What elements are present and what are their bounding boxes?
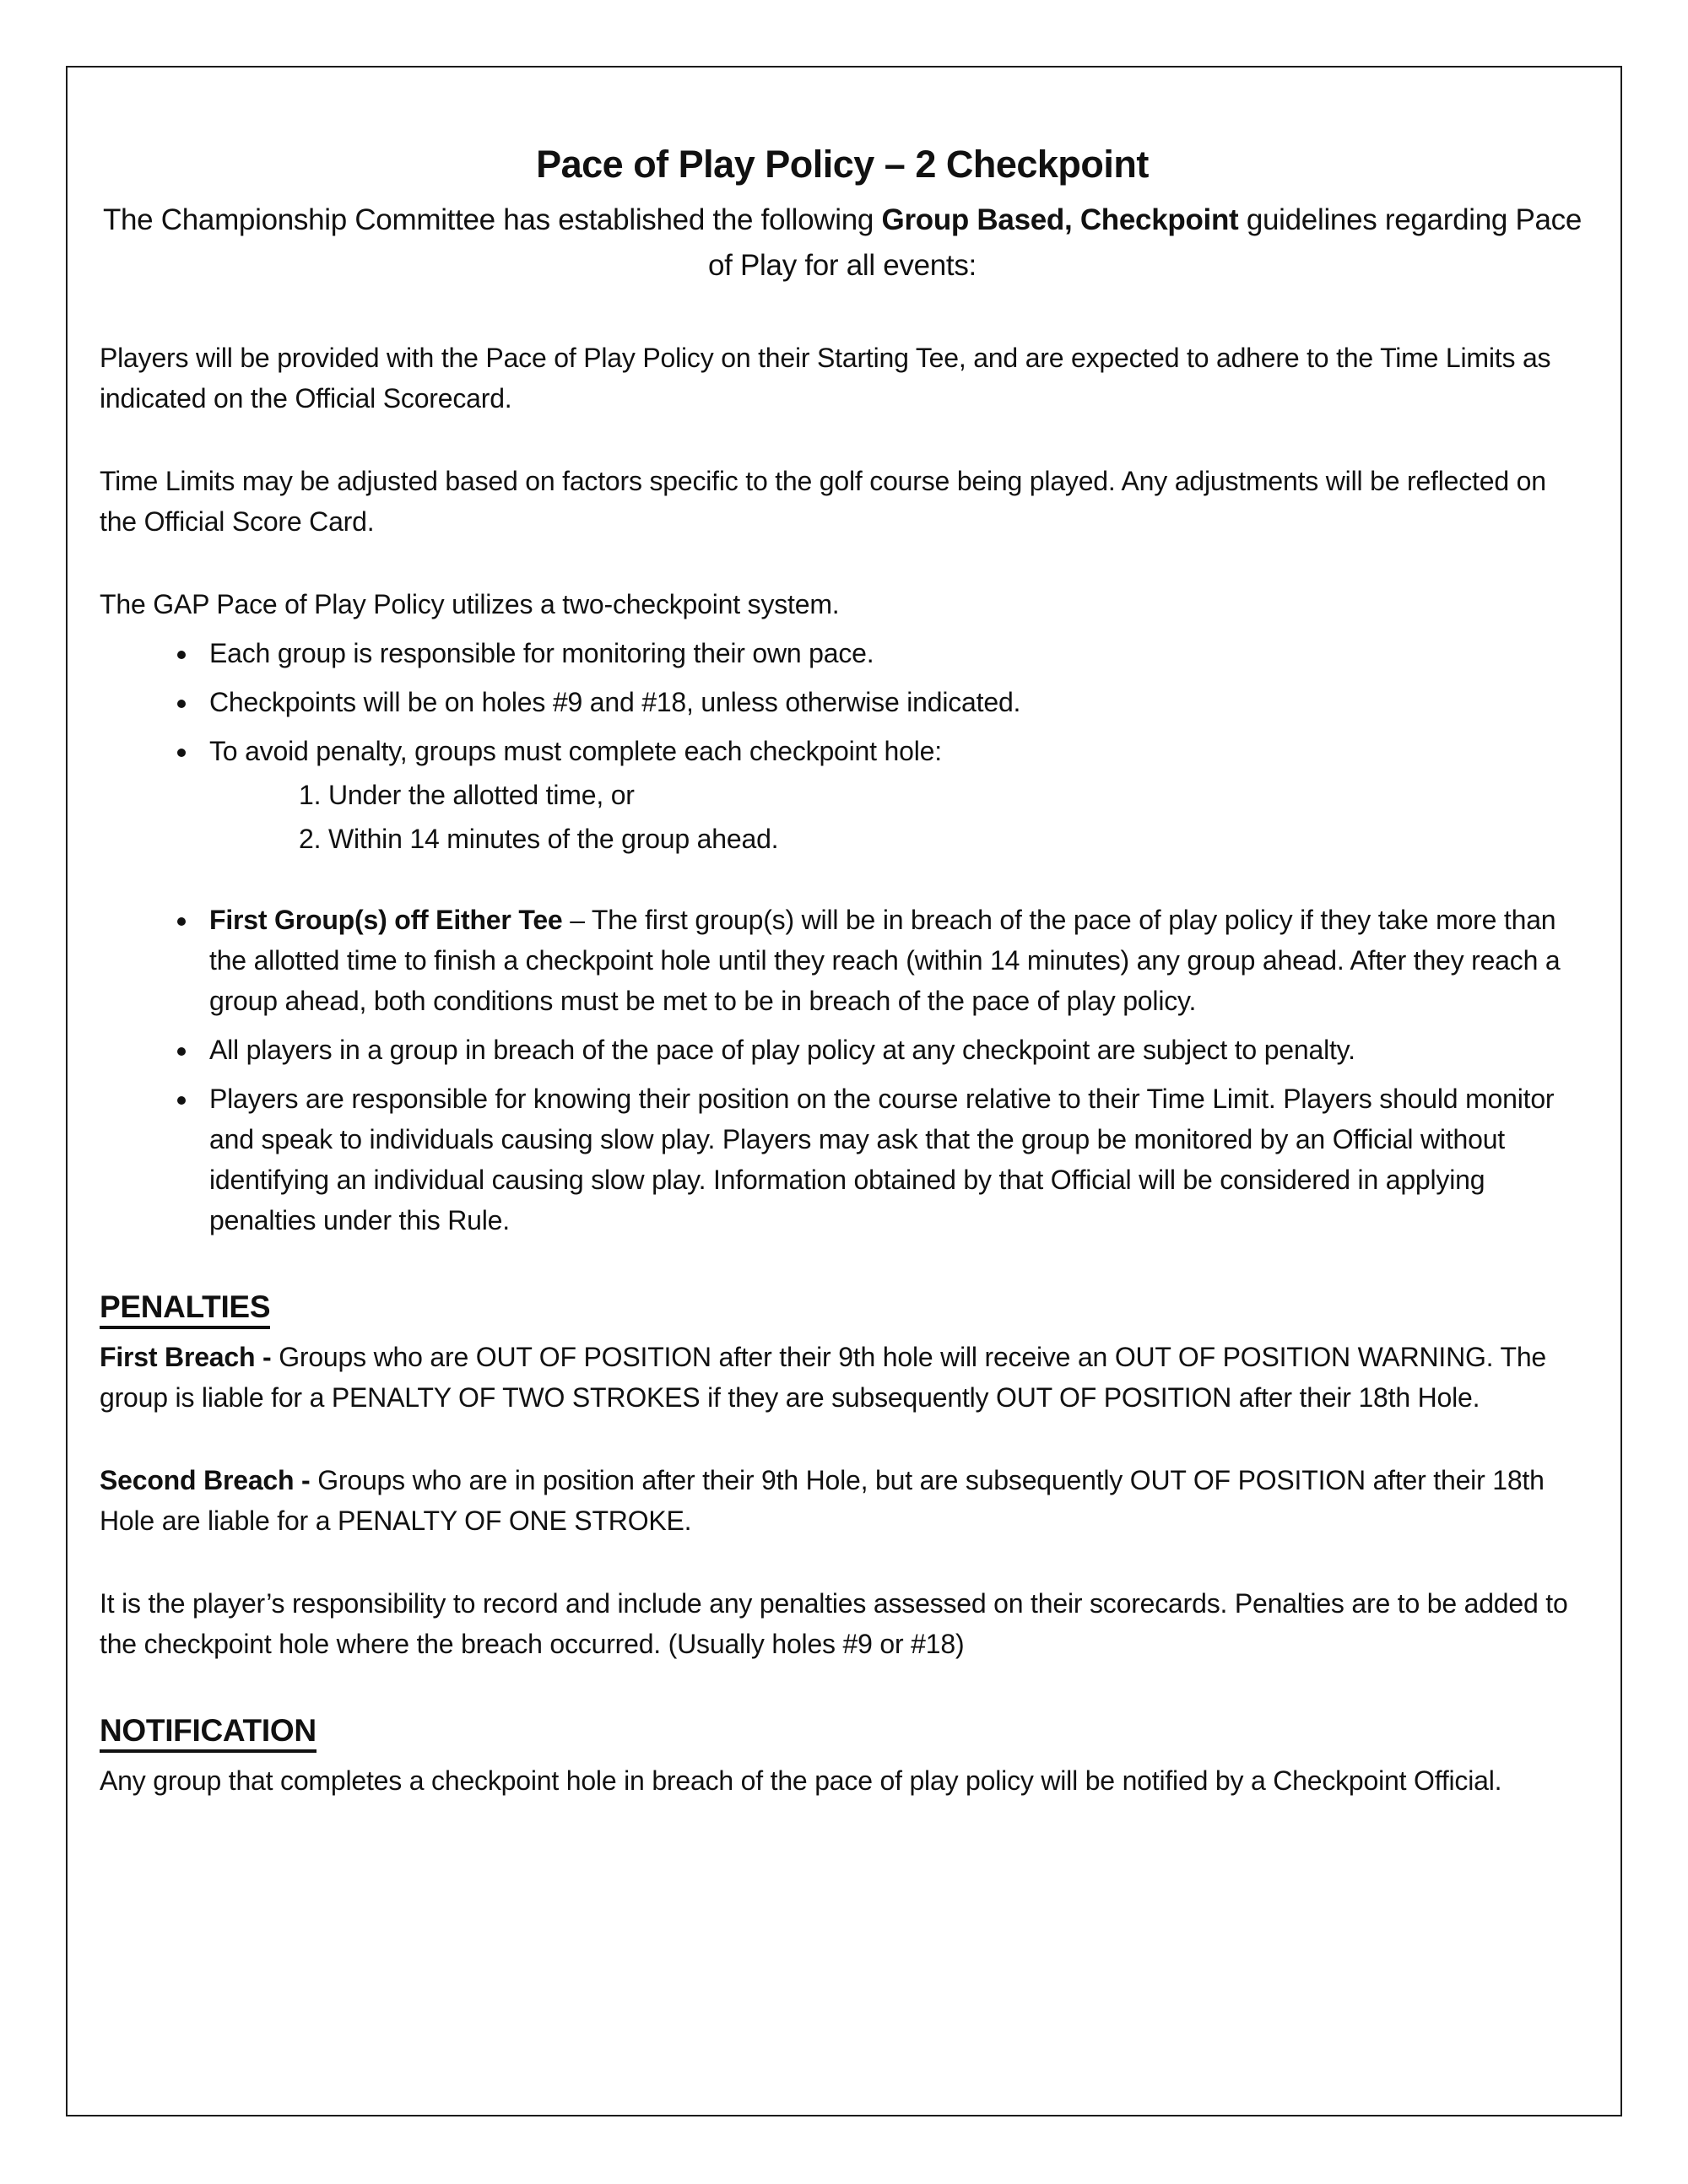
paragraph-time-limits: Time Limits may be adjusted based on factors specific to the golf course being played. Any adjustments will be reflected on the Official Score Card. (100, 466, 1546, 537)
subtitle (100, 197, 1585, 289)
subtitle-text-post: guidelines regarding Pace of Play for all events: (708, 203, 1582, 282)
bullet-avoid-penalty-text: To avoid penalty, groups must complete each checkpoint hole: (209, 736, 942, 766)
checkpoint-bullet-list (100, 633, 1585, 1241)
document-page (66, 66, 1622, 2116)
bullet-first-group-label: First Group(s) off Either Tee (209, 905, 563, 935)
bullet-checkpoint-holes: • Checkpoints will be on holes #9 and #18, unless otherwise indicated. (199, 682, 1585, 722)
bullet-avoid-penalty (199, 731, 1585, 859)
penalties-heading (100, 1288, 1585, 1327)
notification-heading-text: NOTIFICATION (100, 1713, 316, 1753)
bullet-first-group (199, 900, 1585, 1021)
paragraph-responsibility: It is the player’s responsibility to record and include any penalties assessed on their scorecards. Penalties are to be added to the checkpoint hole where the breach occurred. (Usually holes #9 or #18) (100, 1588, 1568, 1659)
paragraph-checkpoint-lead: The GAP Pace of Play Policy utilizes a two-checkpoint system. (100, 589, 840, 619)
sub-item-fourteen-minutes: 2. Within 14 minutes of the group ahead. (299, 824, 779, 854)
first-breach-label: First Breach - (100, 1342, 279, 1372)
page-title: Pace of Play Policy – 2 Checkpoint (536, 143, 1149, 186)
notification-section (100, 1711, 1585, 1801)
subtitle-text-bold: Group Based, Checkpoint (881, 203, 1239, 236)
second-breach-label: Second Breach - (100, 1465, 318, 1495)
bullet-own-pace: • Each group is responsible for monitoring their own pace. (199, 633, 1585, 673)
penalties-heading-text: PENALTIES (100, 1289, 270, 1329)
bullet-players-responsible: • Players are responsible for knowing their position on the course relative to their Time Limit. Players should monitor and speak to individuals causing slow play. Players may ask that the group be monitored by an Official without identifying an individual causing slow play. Information obtained by that Official will be considered in applying penalties under this Rule. (199, 1078, 1585, 1241)
first-breach-text: Groups who are OUT OF POSITION after their 9th hole will receive an OUT OF POSITION WARNING. The group is liable for a PENALTY OF TWO STROKES if they are subsequently OUT OF POSITION after their 18th Hole. (100, 1342, 1547, 1413)
sub-item-allotted-time: 1. Under the allotted time, or (299, 780, 635, 810)
second-breach-text: Groups who are in position after their 9th Hole, but are subsequently OUT OF POSITION after their 18th Hole are liable for a PENALTY OF ONE STROKE. (100, 1465, 1545, 1536)
paragraph-notification: Any group that completes a checkpoint hole in breach of the pace of play policy will be notified by a Checkpoint Official. (100, 1765, 1502, 1796)
penalties-section (100, 1288, 1585, 1664)
paragraph-policy-provided: Players will be provided with the Pace of Play Policy on their Starting Tee, and are expected to adhere to the Time Limits as indicated on the Official Scorecard. (100, 343, 1551, 414)
notification-heading (100, 1711, 1585, 1750)
subtitle-text-pre: The Championship Committee has established the following (102, 203, 882, 236)
avoid-penalty-sub-list (299, 775, 1585, 859)
paragraph-second-breach (100, 1460, 1585, 1541)
bullet-all-players: • All players in a group in breach of the pace of play policy at any checkpoint are subject to penalty. (199, 1030, 1585, 1070)
paragraph-first-breach (100, 1337, 1585, 1418)
bullet-first-group-text: – The first group(s) will be in breach of the pace of play policy if they take more than the allotted time to finish a checkpoint hole until they reach (within 14 minutes) any group ahead. After they reach a group ahead, both conditions must be met to be in breach of the pace of play policy. (209, 905, 1561, 1016)
